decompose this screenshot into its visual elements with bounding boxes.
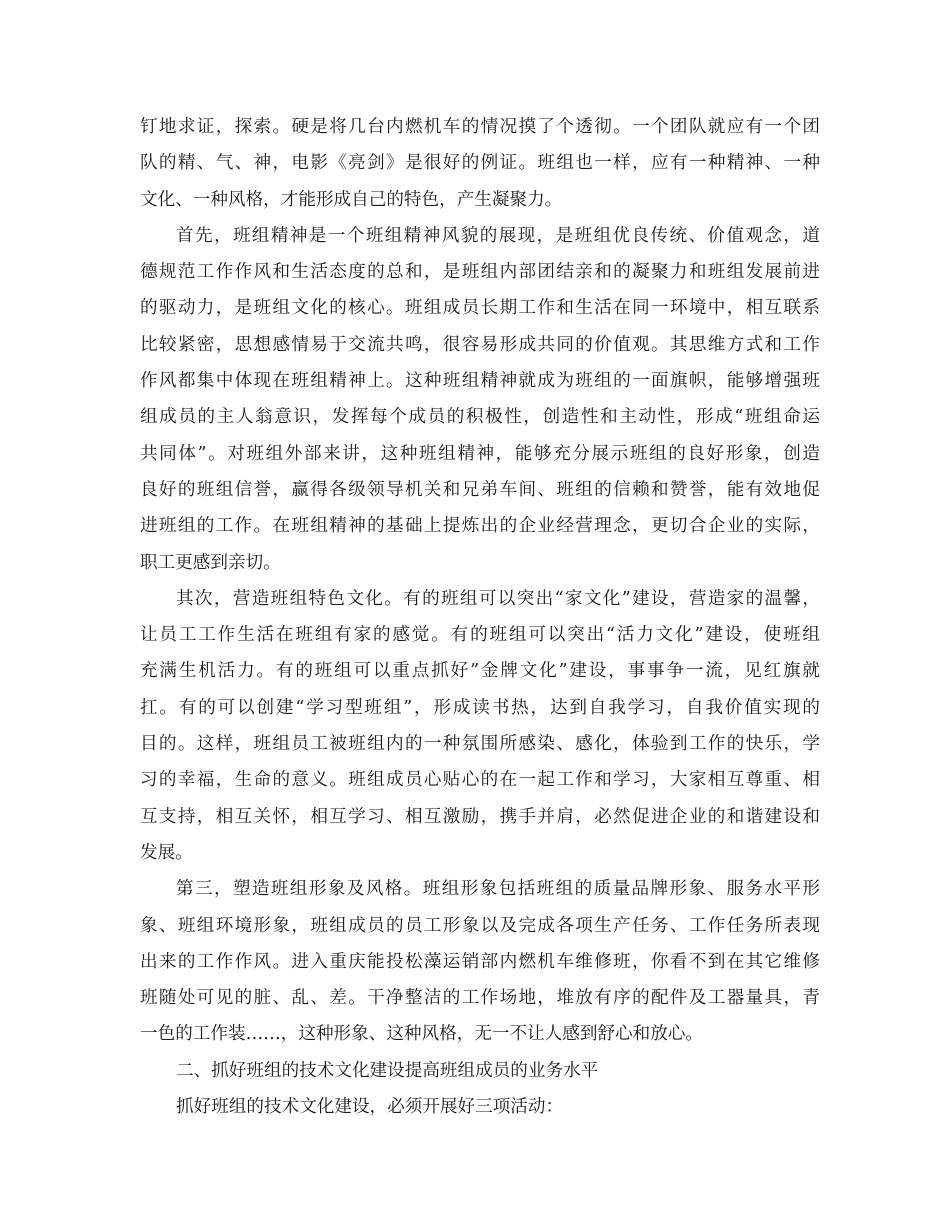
text-line: 互支持，相互关怀，相互学习、相互激励，携手并肩，必然促进企业的和谐建设和 <box>140 806 820 827</box>
text-line: 象、班组环境形象，班组成员的员工形象以及完成各项生产任务、工作任务所表现 <box>140 915 820 936</box>
paragraph-first-line: 抓好班组的技术文化建设，必须开展好三项活动： <box>176 1097 564 1118</box>
text-line: 共同体”。对班组外部来讲，这种班组精神，能够充分展示班组的良好形象，创造 <box>140 443 820 464</box>
document-page <box>140 109 820 1125</box>
text-line: 组成员的主人翁意识，发挥每个成员的积极性，创造性和主动性，形成“班组命运 <box>140 407 820 428</box>
text-line: 比较紧密，思想感情易于交流共鸣，很容易形成共同的价值观。其思维方式和工作 <box>140 334 820 355</box>
paragraph-first-line: 二、抓好班组的技术文化建设提高班组成员的业务水平 <box>176 1060 599 1081</box>
text-line: 发展。 <box>140 842 193 863</box>
text-line: 良好的班组信誉，赢得各级领导机关和兄弟车间、班组的信赖和赞誉，能有效地促 <box>140 479 820 500</box>
text-line: 一色的工作装……，这种形象、这种风格，无一不让人感到舒心和放心。 <box>140 1024 704 1045</box>
text-line: 班随处可见的脏、乱、差。干净整洁的工作场地，堆放有序的配件及工器量具，青 <box>140 988 820 1009</box>
text-line: 进班组的工作。在班组精神的基础上提炼出的企业经营理念，更切合企业的实际， <box>140 516 820 537</box>
text-line: 作风都集中体现在班组精神上。这种班组精神就成为班组的一面旗帜，能够增强班 <box>140 371 820 392</box>
paragraph-first-line: 首先，班组精神是一个班组精神风貌的展现，是班组优良传统、价值观念，道 <box>176 225 820 246</box>
text-line: 充满生机活力。有的班组可以重点抓好”金牌文化”建设，事事争一流，见红旗就 <box>140 661 820 682</box>
text-line: 的驱动力，是班组文化的核心。班组成员长期工作和生活在同一环境中，相互联系 <box>140 298 820 319</box>
paragraph-first-line: 第三，塑造班组形象及风格。班组形象包括班组的质量品牌形象、服务水平形 <box>176 879 820 900</box>
text-line: 队的精、气、神，电影《亮剑》是很好的例证。班组也一样，应有一种精神、一种 <box>140 153 820 174</box>
text-line: 习的幸福，生命的意义。班组成员心贴心的在一起工作和学习，大家相互尊重、相 <box>140 770 820 791</box>
text-line: 扛。有的可以创建“学习型班组”，形成读书热，达到自我学习，自我价值实现的 <box>140 697 820 718</box>
text-line: 文化、一种风格，才能形成自己的特色，产生凝聚力。 <box>140 189 563 210</box>
text-line: 钉地求证，探索。硬是将几台内燃机车的情况摸了个透彻。一个团队就应有一个团 <box>140 117 820 137</box>
text-line: 职工更感到亲切。 <box>140 552 281 573</box>
text-line: 目的。这样，班组员工被班组内的一种氛围所感染、感化，体验到工作的快乐，学 <box>140 734 820 755</box>
text-line: 德规范工作作风和生活态度的总和，是班组内部团结亲和的凝聚力和班组发展前进 <box>140 262 820 283</box>
text-line: 出来的工作作风。进入重庆能投松藻运销部内燃机车维修班，你看不到在其它维修 <box>140 951 820 972</box>
text-line: 让员工工作生活在班组有家的感觉。有的班组可以突出“活力文化”建设，使班组 <box>140 625 820 646</box>
paragraph-first-line: 其次，营造班组特色文化。有的班组可以突出“家文化”建设，营造家的温馨， <box>176 588 820 609</box>
